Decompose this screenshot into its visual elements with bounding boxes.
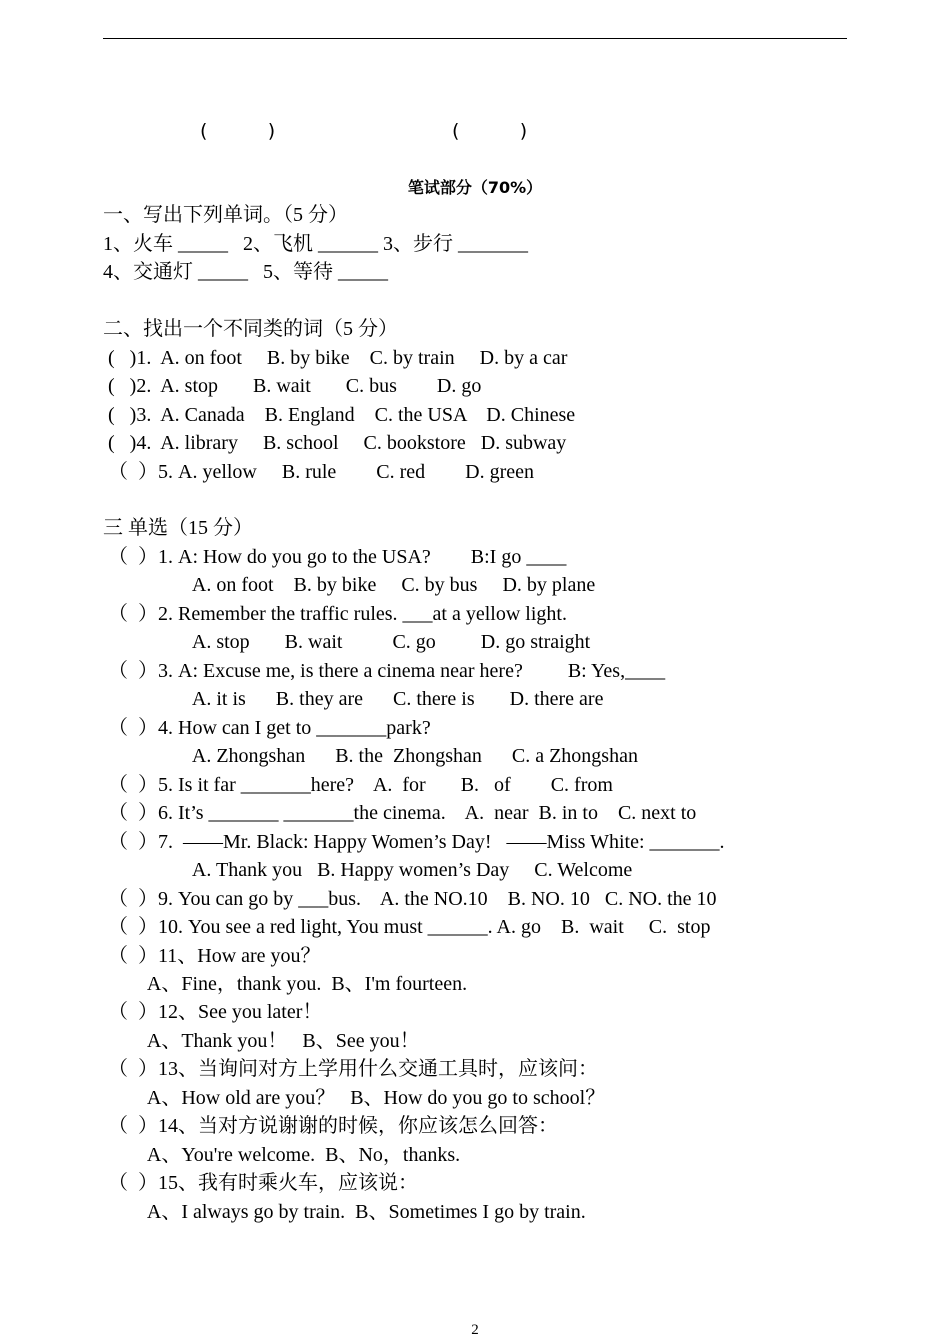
question-line: （ ）2. Remember the traffic rules. ___at a yellow light. [103, 603, 567, 625]
option-line: A、You're welcome. B、No，thanks. [103, 1144, 461, 1166]
section-1-title: 一、写出下列单词。（5 分） [103, 204, 348, 226]
question-line: （ ）4. How can I get to _______park? [103, 717, 431, 739]
answer-bracket-left: ( ) [200, 120, 276, 142]
question-line: （ ）1. A: How do you go to the USA? B:I go ____ [103, 546, 567, 568]
answer-bracket-right: ( ) [452, 120, 528, 142]
question-line: ( )2. A. stop B. wait C. bus D. go [103, 375, 482, 397]
header-rule [103, 38, 847, 39]
question-line: （ ）7. ——Mr. Black: Happy Women’s Day! ——Miss White: _______. [103, 831, 725, 853]
section-1-line: 4、交通灯 _____ 5、等待 _____ [103, 261, 388, 283]
question-line: （ ）10. You see a red light, You must ______. A. go B. wait C. stop [103, 916, 711, 938]
option-line: A. on foot B. by bike C. by bus D. by plane [103, 574, 596, 596]
question-line: ( )3. A. Canada B. England C. the USA D. Chinese [103, 404, 576, 426]
section-1-line: 1、火车 _____ 2、飞机 ______ 3、步行 _______ [103, 233, 528, 255]
question-line: （ ）13、当询问对方上学用什么交通工具时，应该问： [103, 1058, 598, 1080]
section-3-title: 三 单选（15 分） [103, 517, 253, 539]
question-line: （ ）12、See you later！ [103, 1001, 323, 1023]
question-line: （ ）5. A. yellow B. rule C. red D. green [103, 461, 535, 483]
question-line: （ ）15、我有时乘火车，应该说： [103, 1172, 418, 1194]
option-line: A、How old are you？ B、How do you go to school？ [103, 1087, 606, 1109]
question-line: ( )1. A. on foot B. by bike C. by train D. by a car [103, 347, 568, 369]
option-line: A. stop B. wait C. go D. go straight [103, 631, 591, 653]
option-line: A. Zhongshan B. the Zhongshan C. a Zhongshan [103, 745, 638, 767]
section-heading: 笔试部分（70%） [407, 178, 543, 197]
question-line: （ ）11、How are you？ [103, 945, 321, 967]
question-line: （ ）3. A: Excuse me, is there a cinema near here? B: Yes,____ [103, 660, 666, 682]
option-line: A、Thank you！ B、See you！ [103, 1030, 420, 1052]
page-number: 2 [471, 1322, 479, 1338]
option-line: A、I always go by train. B、Sometimes I go by train. [103, 1201, 586, 1223]
question-line: （ ）5. Is it far _______here? A. for B. of C. from [103, 774, 613, 796]
question-line: （ ）9. You can go by ___bus. A. the NO.10 B. NO. 10 C. NO. the 10 [103, 888, 717, 910]
question-line: （ ）14、当对方说谢谢的时候，你应该怎么回答： [103, 1115, 558, 1137]
question-line: （ ）6. It’s _______ _______the cinema. A. near B. in to C. next to [103, 802, 697, 824]
option-line: A、Fine，thank you. B、I'm fourteen. [103, 973, 468, 995]
question-line: ( )4. A. library B. school C. bookstore D. subway [103, 432, 567, 454]
section-2-title: 二、找出一个不同类的词（5 分） [103, 318, 398, 340]
option-line: A. it is B. they are C. there is D. there are [103, 688, 604, 710]
option-line: A. Thank you B. Happy women’s Day C. Welcome [103, 859, 633, 881]
